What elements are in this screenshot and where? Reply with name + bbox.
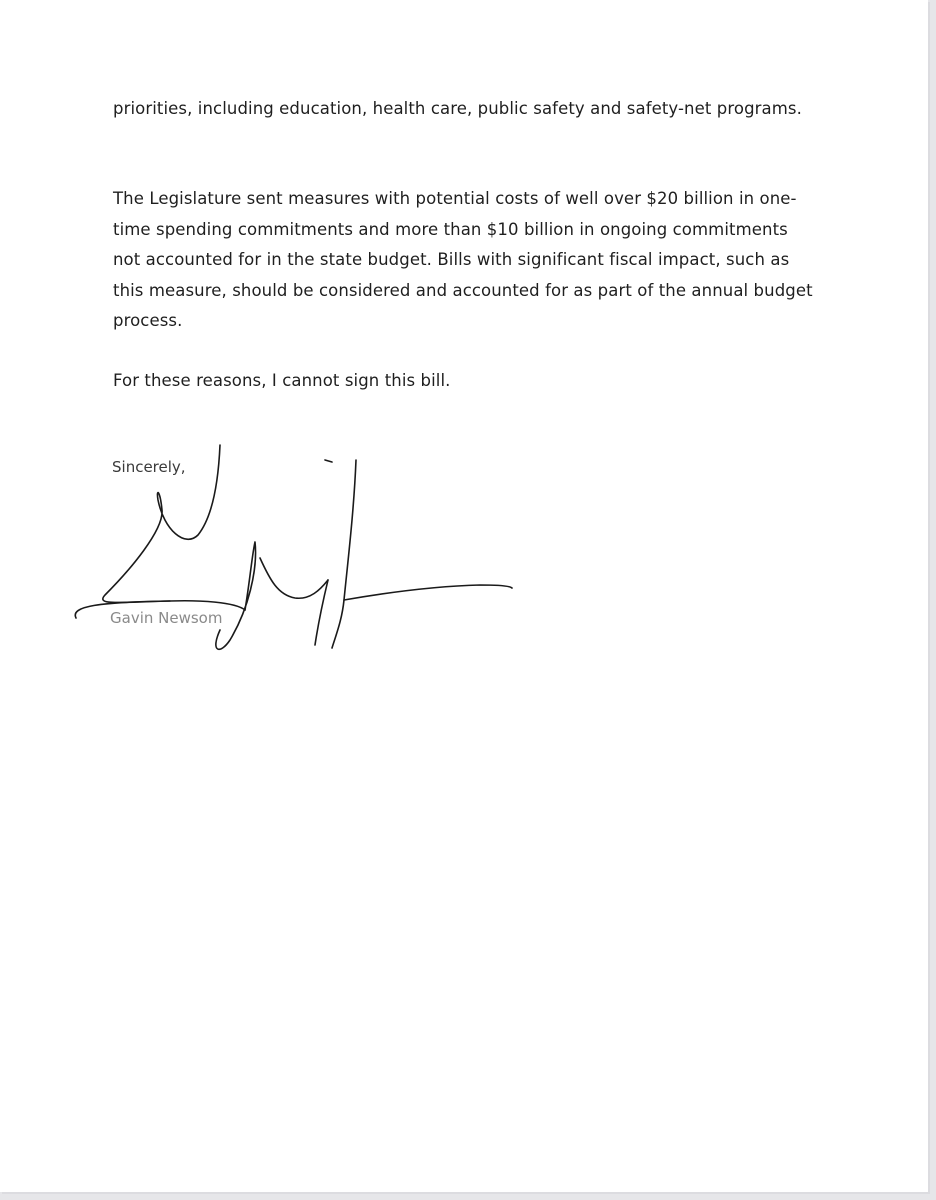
paragraph-fiscal-impact: The Legislature sent measures with potential costs of well over $20 billion in one-time spending commitments and more than $10 billion in ongoing commitments not accounted for in the state budget. Bills with significant fiscal impact, such as this measure, should be considered and accounted for as part of the annual budget process. xyxy=(113,189,813,330)
paragraph-priorities: priorities, including education, health care, public safety and safety-net programs. xyxy=(113,99,802,118)
signer-name: Gavin Newsom xyxy=(110,609,223,627)
closing-salutation: Sincerely, xyxy=(112,458,186,476)
paragraph-conclusion: For these reasons, I cannot sign this bill. xyxy=(113,371,451,390)
handwritten-signature-icon xyxy=(60,430,530,670)
